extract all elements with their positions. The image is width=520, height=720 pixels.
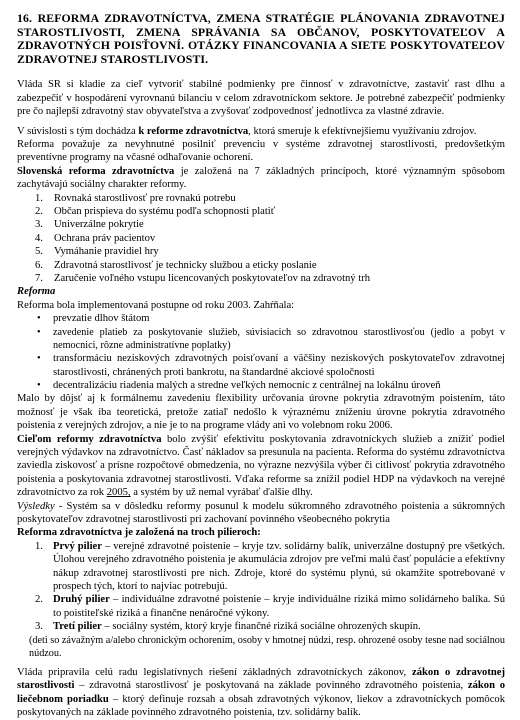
closing-paragraph: [17, 666, 505, 720]
list-text: Zaručenie voľného vstupu licencovaných poskytovateľov na zdravotný trh: [54, 273, 371, 285]
principles-list: [17, 192, 505, 286]
slovak-reform-post: je založená na 7 základných princípoch, ktoré významným spôsobom zachytávajú sociálny charakter reformy.: [17, 165, 505, 191]
slovak-reform-bold: Slovenská reforma zdravotníctva: [17, 165, 175, 177]
list-text: zavedenie platieb za poskytovanie služieb, súvisiacich so zdravotnou starostlivosťou (jedlo a pobyt v nemocnici, rôzne administratívne poplatky): [53, 326, 505, 351]
list-item: [35, 259, 505, 272]
goal-text-b: a systém by už nemal vyrábať ďalšie dlhy.: [130, 487, 313, 499]
list-item: [35, 326, 505, 352]
results-paragraph: [17, 500, 505, 527]
list-number: 1.: [35, 540, 43, 552]
list-number: 6.: [35, 259, 43, 271]
goal-paragraph: [17, 433, 505, 500]
reform-items-list: [17, 312, 505, 392]
prevention-paragraph: Reforma považuje za nevyhnutné posilniť prevenciu v systéme zdravotnej starostlivosti, predovšetkým preventívne programy na včasné odhaľovanie ochorení.: [17, 139, 505, 164]
pillar-text: – sociálny systém, ktorý kryje finančné riziká sociálne ohrozených skupín.: [101, 621, 421, 633]
closing-mid: – zdravotná starostlivosť je poskytovaná na základe povinného zdravotného poistenia,: [74, 680, 468, 692]
list-item: [35, 205, 505, 218]
pillar-name: Prvý pilier: [53, 540, 102, 552]
list-number: 2.: [35, 594, 43, 606]
document-page: [17, 12, 505, 720]
results-italic: Výsledky: [17, 500, 55, 512]
pillar-name: Tretí pilier: [53, 621, 102, 633]
list-item: [17, 620, 505, 633]
results-text: - Systém sa v dôsledku reformy posunul k modelu súkromného zdravotného poistenia a súkromných poskytovateľov zdravotnej starostlivosti pri zachovaní povinného všeobecného pokrytia: [17, 500, 505, 525]
pillar-note: (deti so závažným a/alebo chronickým ochorením, osoby v hmotnej núdzi, resp. ohrozené osoby tesne nad sociálnou núdzou.: [29, 634, 505, 659]
list-item: [17, 540, 505, 594]
pillar-name: Druhý pilier: [53, 594, 110, 606]
bullet-icon: •: [37, 353, 41, 365]
list-item: [35, 352, 505, 379]
list-number: 7.: [35, 273, 43, 285]
list-item: [35, 218, 505, 231]
list-item: [35, 232, 505, 245]
pillars-title-text: Reforma zdravotníctva je založená na troch pilieroch:: [17, 527, 261, 539]
list-text: Občan prispieva do systému podľa schopnosti platiť: [54, 206, 276, 218]
list-text: Rovnaká starostlivosť pre rovnakú potrebu: [54, 192, 236, 204]
list-text: decentralizáciu riadenia malých a stredne veľkých nemocníc z centrálnej na lokálnu úroveň: [53, 379, 441, 391]
list-number: 1.: [35, 192, 43, 204]
pillar-text: – verejné zdravotné poistenie – kryje tzv. solidárny balík, univerzálne dostupný pre všetkých. Úlohou verejného zdravotného poistenia je akumulácia zdrojov pre veľmi malú časť populácie a efektívny nákup zdravotnej starostlivosti pre nich. Zdroje, ktoré do systému plynú, sú okamžite spotrebované v prospech tých, ktorí to najviac potrebujú.: [53, 540, 505, 592]
bullet-icon: •: [37, 313, 41, 325]
slovak-reform-paragraph: [17, 165, 505, 192]
context-pre: V súvislosti s tým dochádza: [17, 125, 139, 137]
list-item: [35, 272, 505, 285]
closing-bold-a: zákon o zdravotnej starostlivosti: [17, 667, 505, 692]
context-post: , ktorá smeruje k efektívnejšiemu využívaniu zdrojov.: [248, 125, 477, 137]
list-item: [17, 593, 505, 620]
list-item: [35, 245, 505, 258]
list-text: transformáciu neziskových zdravotných poisťovaní a väčšiny neziskových poskytovateľov zdravotnej starostlivosti, chránených proti bankrotu, na štandardné akciové spoločnosti: [53, 353, 505, 378]
goal-bold: Cieľom reformy zdravotníctva: [17, 433, 162, 445]
pillar-text: – individuálne zdravotné poistenie – kryje individuálne riziká mimo solidárneho balíka. Sú to poistiteľské riziká a finančne nenáročné výkony.: [53, 594, 505, 619]
reforma-subtitle: [17, 285, 505, 298]
goal-underline: 2005,: [106, 487, 131, 499]
list-item: [35, 192, 505, 205]
pillars-title: [17, 526, 505, 539]
closing-post: – ktorý definuje rozsah a obsah zdravotných výkonov, liekov a zdravotníckych pomôcok poskytovaných na základe povinného zdravotného poistenia, tzv. solidárny balík.: [17, 693, 505, 719]
document-heading: 16. REFORMA ZDRAVOTNÍCTVA, ZMENA STRATÉGIE PLÁNOVANIA ZDRAVOTNEJ STAROSTLIVOSTI, ZMENA SPRÁVANIA SA OBČANOV, POSKYTOVATEĽOV A ZDRAVOTNÝCH POISŤOVNÍ. OTÁZKY FINANCOVANIA A SIETE POSKYTOVATEĽOV ZDRAVOTNEJ STAROSTLIVOSTI.: [17, 11, 505, 66]
list-text: Zdravotná starostlivosť je technicky službou a eticky poslanie: [54, 259, 317, 271]
flexibility-paragraph: Malo by dôjsť aj k formálnemu zavedeniu flexibility určovania úrovne pokrytia zdravotným poistením, táto možnosť je však iba teoretická, pretože zatiaľ nedošlo k výraznému zníženiu úrovne pokrytia zdravotného poistenia z verejných zdrojov, a nie je to na programe vlády ani vo volebnom roku 2006.: [17, 393, 505, 432]
list-number: 2.: [35, 206, 43, 218]
context-paragraph: [17, 125, 505, 138]
context-bold: k reforme zdravotníctva: [138, 125, 249, 137]
list-text: prevzatie dlhov štátom: [53, 313, 150, 325]
list-text: Univerzálne pokrytie: [54, 219, 144, 231]
closing-bold-b: zákon o liečebnom poriadku: [17, 680, 505, 705]
list-number: 4.: [35, 232, 43, 244]
intro-paragraph: Vláda SR si kladie za cieľ vytvoriť stabilné podmienky pre činnosť v zdravotníctve, zastaviť rast dlhu a zabezpečiť v hospodárení vyrovnanú bilanciu v celom zdravotníckom sektore. Je potrebné zabezpečiť podmienky pre čo najlepší zdravotný stav obyvateľstva a zvyšovať zodpovednosť jednotlivca za vlastné zdravie.: [17, 79, 505, 118]
pillars-list: [17, 540, 505, 634]
bullet-icon: •: [37, 379, 41, 391]
closing-pre: Vláda pripravila celú radu legislatívnych riešení základných zdravotníckych zákonov,: [17, 667, 412, 679]
list-number: 3.: [35, 219, 43, 231]
list-text: Ochrana práv pacientov: [54, 232, 156, 244]
list-number: 5.: [35, 246, 43, 258]
list-text: Vymáhanie pravidiel hry: [54, 246, 159, 258]
bullet-icon: •: [37, 326, 41, 338]
list-item: [35, 379, 505, 392]
goal-text-a: bolo zvýšiť efektivitu poskytovania zdravotníckych služieb a znížiť podiel verejných výdavkov na zdravotníctvo. Časť nákladov sa presunula na pacienta. Reforma do systému zdravotníctva zaviedla ziskovosť a prísne rozpočtové obmedzenia, no výrazne nezvýšila výber či citlivosť pokrytia zdravotného poistenia a poskytovania zdravotnej starostlivosti. Vďaka reforme sa znížil podiel HDP na výdavkoch na verejné zdravotníctvo za rok: [17, 433, 506, 499]
reforma-subtitle-text: Reforma: [17, 286, 56, 298]
list-item: [35, 312, 505, 325]
implemented-paragraph: Reforma bola implementovaná postupne od roku 2003. Zahŕňala:: [17, 299, 295, 311]
list-number: 3.: [35, 621, 43, 633]
